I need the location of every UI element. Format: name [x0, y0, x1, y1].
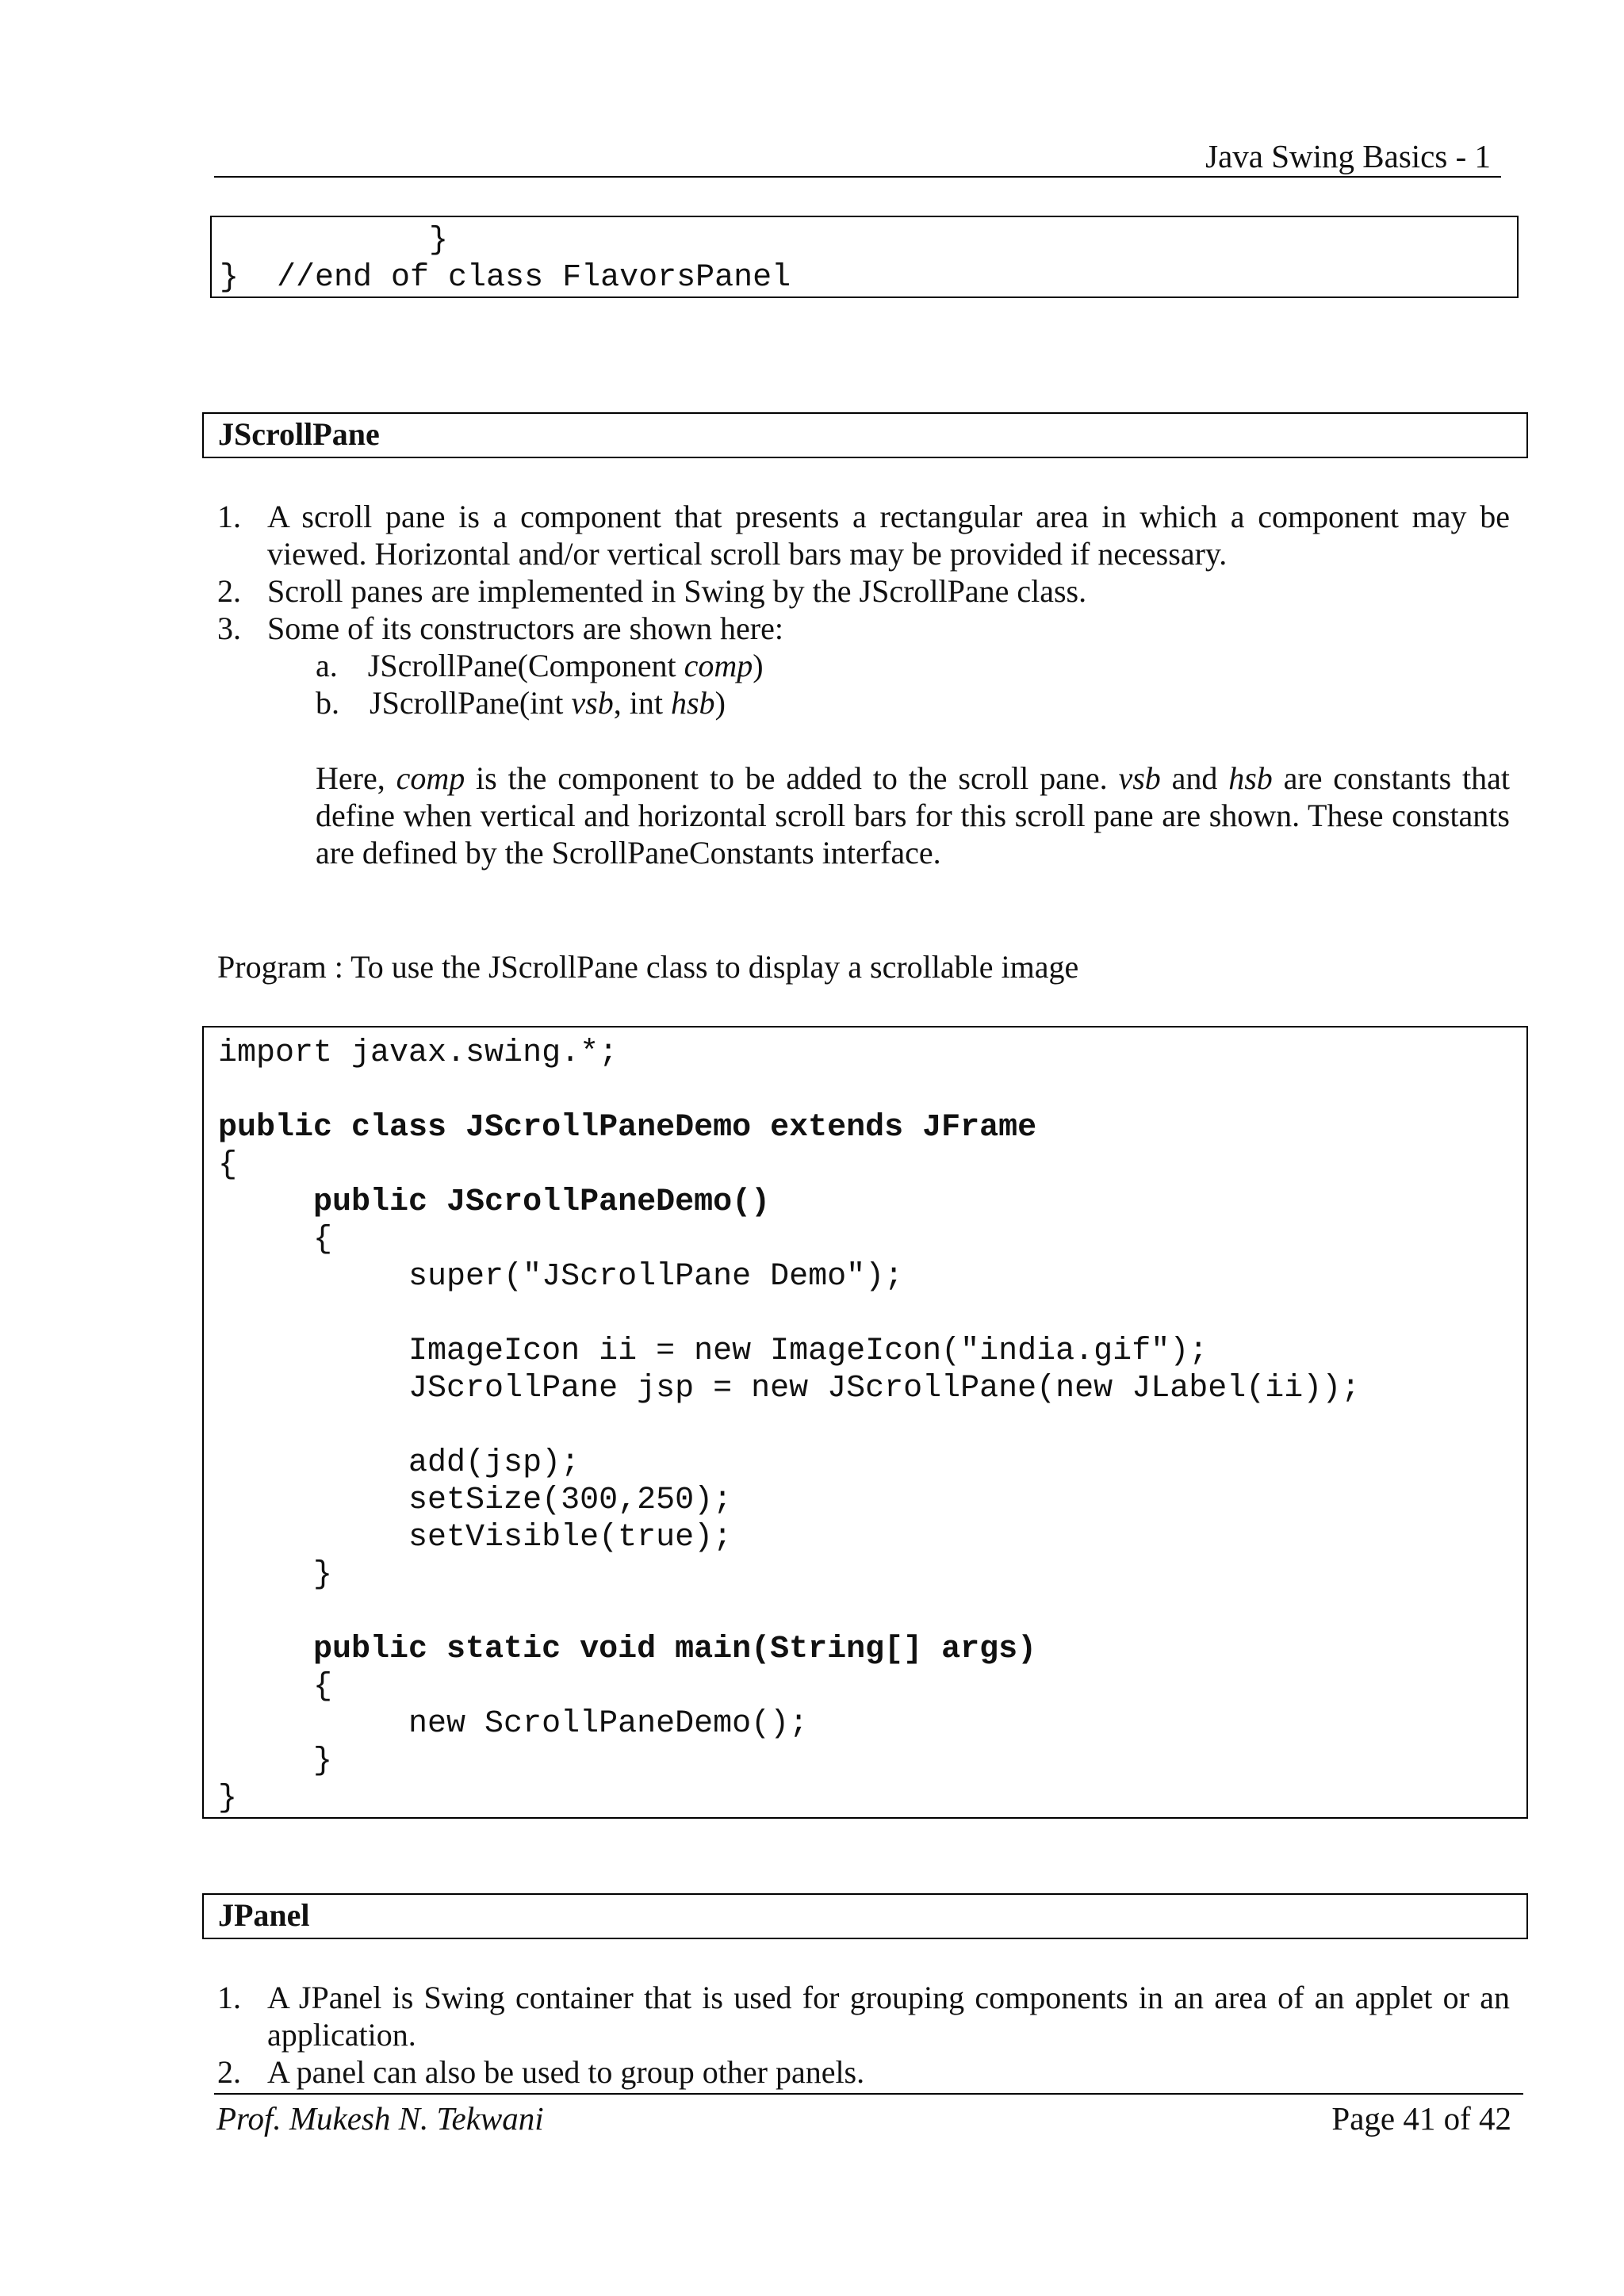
code-line: ImageIcon ii = new ImageIcon("india.gif");: [218, 1334, 1208, 1369]
constructor-text: ): [714, 685, 726, 721]
running-header-title: Java Swing Basics - 1: [1205, 138, 1491, 174]
code-line: public static void main(String[] args): [218, 1632, 1037, 1667]
code-listing-box: [202, 1026, 1528, 1819]
explain-param: hsb: [1228, 760, 1273, 796]
constructor-text: ): [753, 648, 764, 683]
constructor-param: hsb: [670, 685, 715, 721]
constructor-letter: a.: [316, 648, 338, 683]
code-line: import javax.swing.*;: [218, 1035, 619, 1071]
list-item-text: A scroll pane is a component that presents a rectangular area in which a component may be viewed. Horizontal and/or vertical scroll bars may be provided if necessary.: [267, 499, 1510, 572]
explain-param: vsb: [1118, 760, 1161, 796]
code-line: setVisible(true);: [218, 1520, 733, 1556]
list-item-number: 3.: [217, 610, 241, 646]
code-line: }: [218, 1781, 238, 1816]
code-line: } //end of class FlavorsPanel: [220, 260, 791, 296]
constructor-item: [316, 684, 726, 721]
section-heading-text: JPanel: [218, 1897, 310, 1933]
code-line: }: [218, 1743, 333, 1779]
list-item: [217, 572, 1510, 610]
constructor-list: [316, 647, 1346, 721]
section-heading-jscrollpane: [202, 412, 1528, 458]
footer-page-number: Page 41 of 42: [1331, 2100, 1511, 2137]
header-rule: [214, 176, 1501, 178]
code-line: {: [218, 1222, 333, 1257]
list-item: [217, 610, 1510, 647]
list-item-text: Some of its constructors are shown here:: [267, 610, 783, 646]
code-line: add(jsp);: [218, 1445, 580, 1481]
constructor-explanation: [316, 760, 1510, 871]
code-fragment-box: [210, 216, 1519, 298]
constructor-text: JScrollPane(Component: [367, 648, 684, 683]
code-line: {: [218, 1669, 333, 1705]
list-item: [217, 2053, 1510, 2091]
jpanel-list: [217, 1979, 1510, 2091]
code-line: JScrollPane jsp = new JScrollPane(new JLabel(ii));: [218, 1371, 1361, 1406]
program-caption: Program : To use the JScrollPane class to display a scrollable image: [217, 949, 1079, 985]
list-item-text: A JPanel is Swing container that is used for grouping components in an area of an applet or an application.: [267, 1980, 1510, 2053]
jscrollpane-list: [217, 498, 1510, 646]
list-item-number: 2.: [217, 573, 241, 609]
section-heading-text: JScrollPane: [218, 416, 380, 452]
code-line: new ScrollPaneDemo();: [218, 1706, 809, 1742]
code-line: setSize(300,250);: [218, 1483, 733, 1518]
section-heading-jpanel: [202, 1893, 1528, 1939]
list-item: [217, 1979, 1510, 2053]
constructor-item: [316, 647, 764, 684]
constructor-text: JScrollPane(int: [370, 685, 572, 721]
list-item-text: Scroll panes are implemented in Swing by the JScrollPane class.: [267, 573, 1087, 609]
code-line: }: [218, 1557, 333, 1593]
list-item-number: 2.: [217, 2054, 241, 2090]
list-item-number: 1.: [217, 499, 241, 534]
explain-text: are constants that define when vertical and horizontal scroll bars for this scroll pane are shown. These constants are defined by the ScrollPaneConstants interface.: [316, 760, 1510, 871]
code-line: public JScrollPaneDemo(): [218, 1184, 771, 1220]
code-line: {: [218, 1147, 238, 1183]
list-item: [217, 498, 1510, 572]
constructor-letter: b.: [316, 685, 339, 721]
code-line: public class JScrollPaneDemo extends JFrame: [218, 1110, 1037, 1146]
list-item-text: A panel can also be used to group other panels.: [267, 2054, 865, 2090]
code-line: }: [220, 223, 449, 258]
explain-param: comp: [396, 760, 465, 796]
constructor-param: comp: [684, 648, 753, 683]
code-line: super("JScrollPane Demo");: [218, 1259, 904, 1295]
explain-text: is the component to be added to the scroll pane.: [465, 760, 1119, 796]
constructor-text: , int: [613, 685, 671, 721]
footer-rule: [214, 2093, 1523, 2095]
explain-text: and: [1160, 760, 1229, 796]
constructor-param: vsb: [571, 685, 614, 721]
footer-author: Prof. Mukesh N. Tekwani: [216, 2100, 544, 2137]
list-item-number: 1.: [217, 1980, 241, 2015]
explain-text: Here,: [316, 760, 396, 796]
